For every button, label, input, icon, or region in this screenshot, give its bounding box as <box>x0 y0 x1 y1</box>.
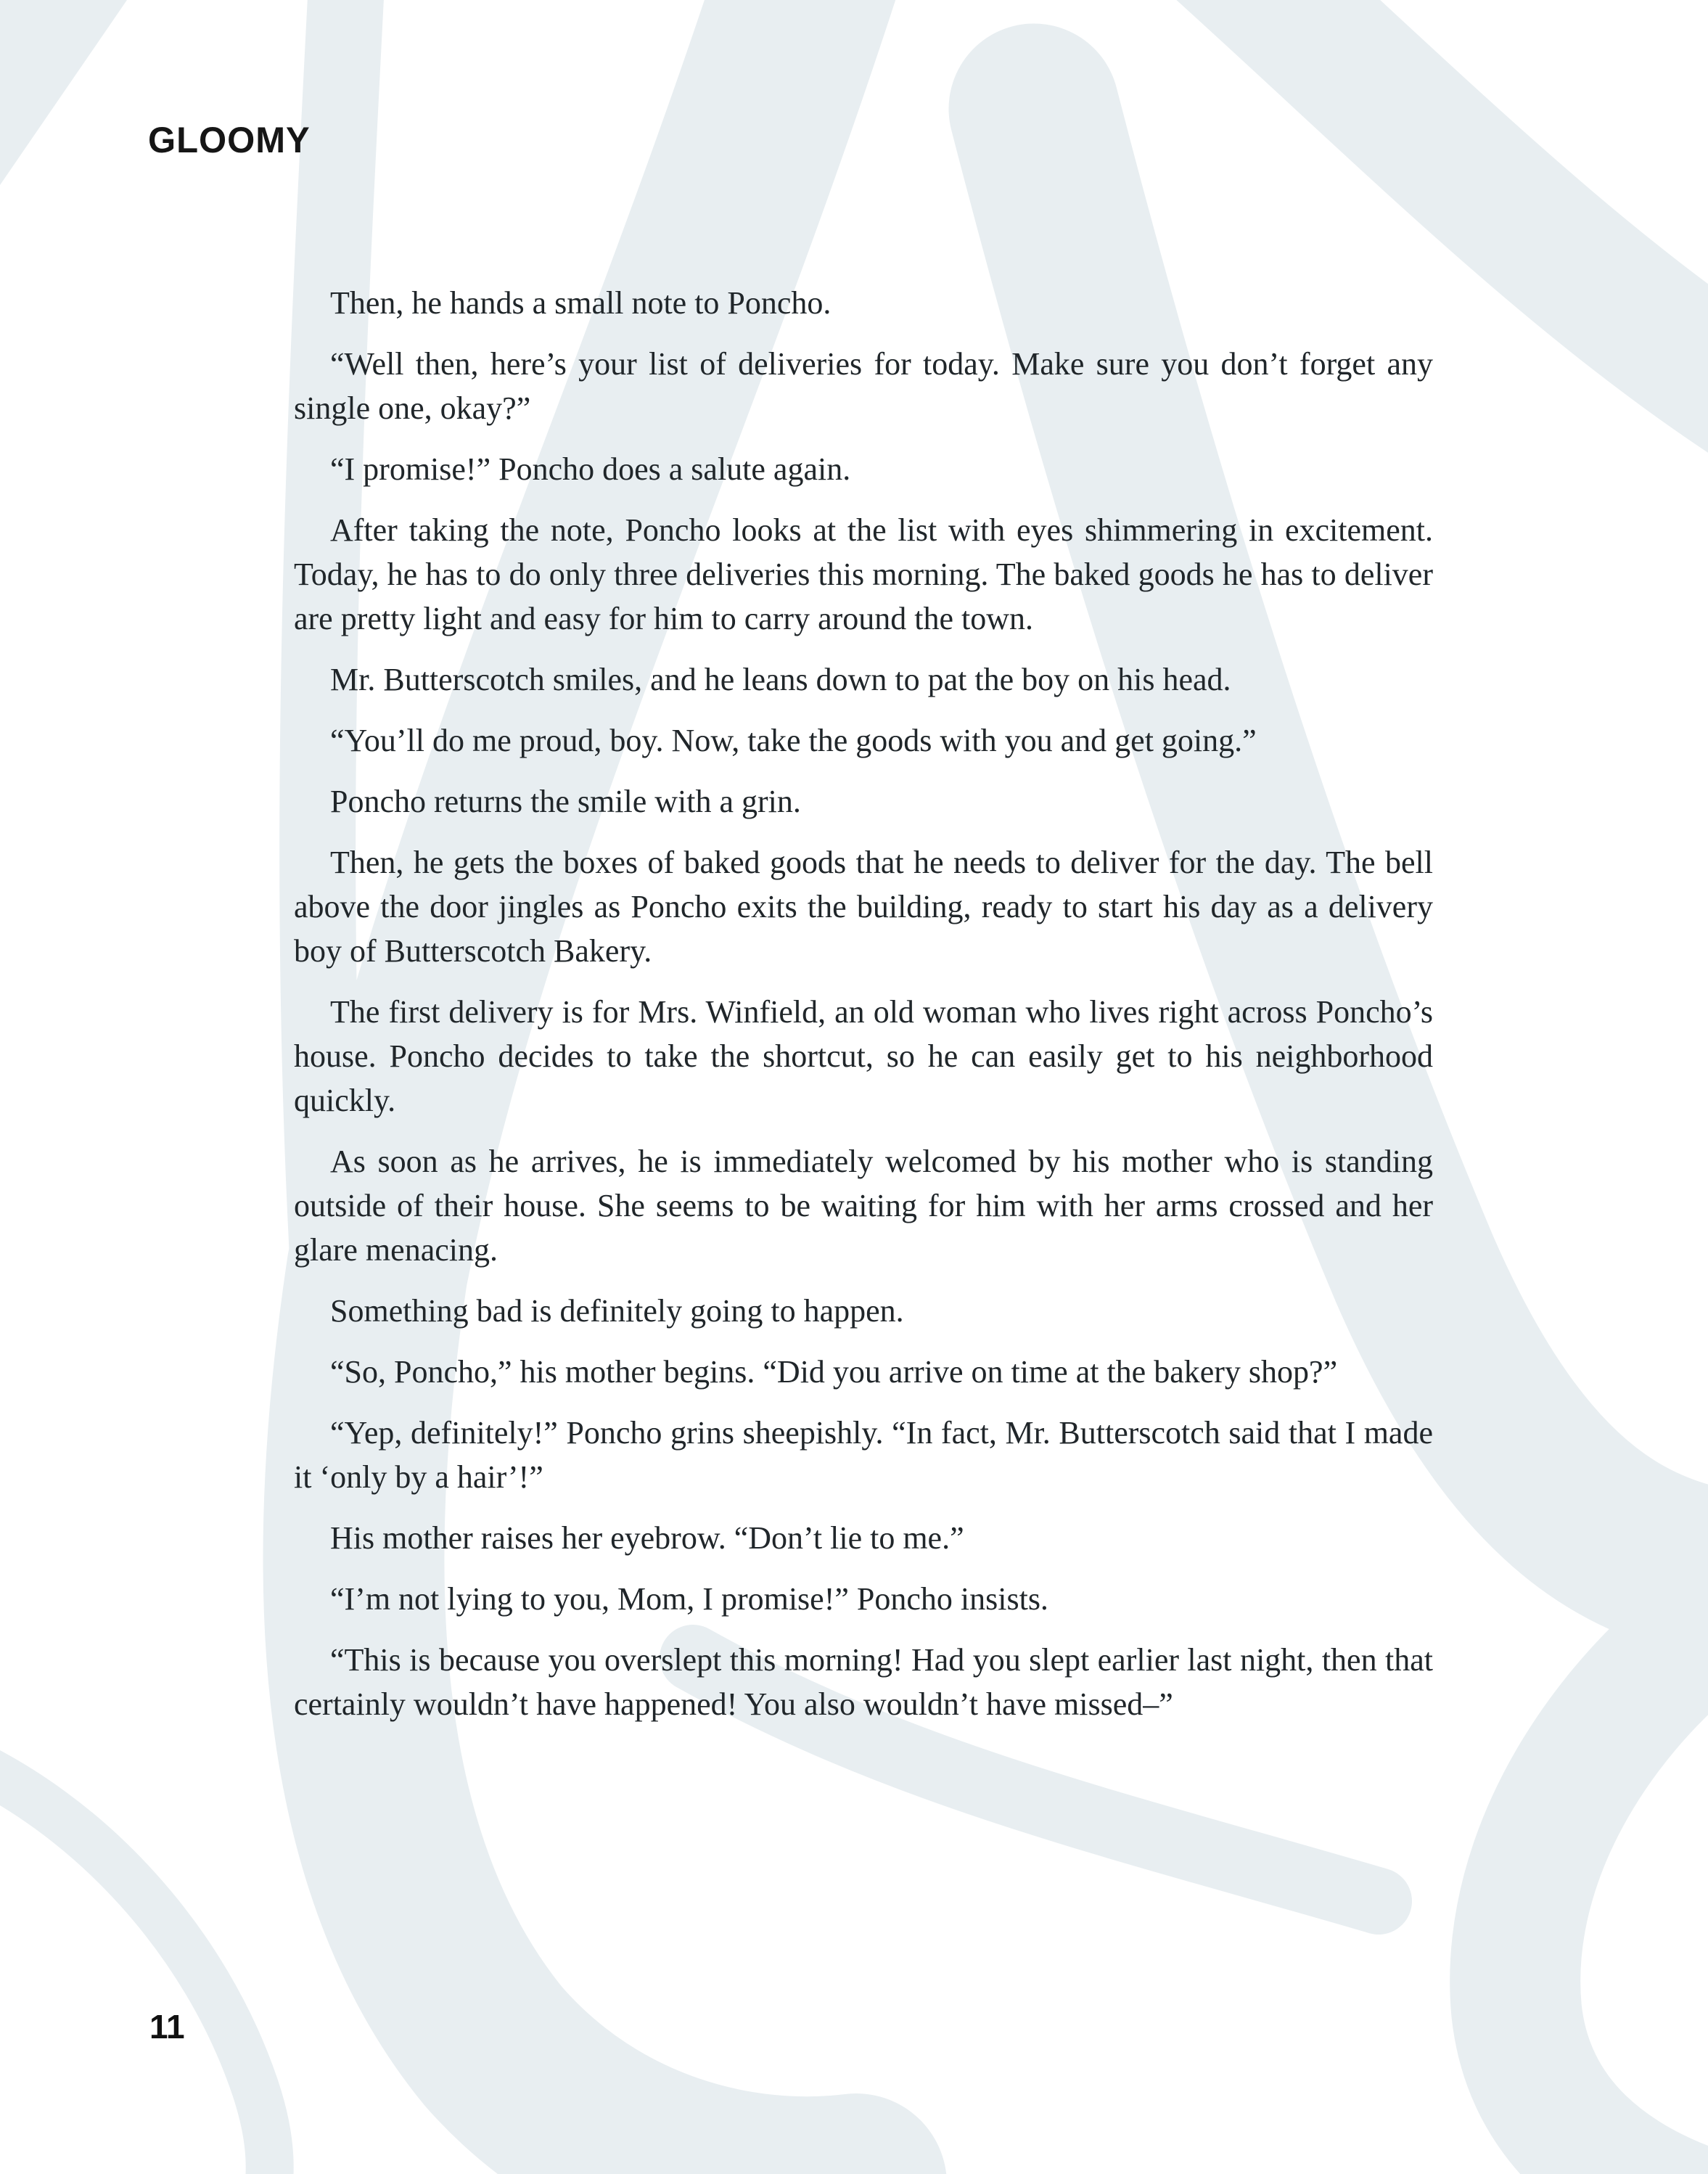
swirl-arc-bottom-left <box>0 1752 270 2174</box>
page-number: 11 <box>149 2008 185 2046</box>
swirl-corner-top-left <box>0 0 127 185</box>
story-paragraph: “Yep, definitely!” Poncho grins sheepishly. “In fact, Mr. Butterscotch said that I made it ‘only by a hair’!” <box>294 1415 1433 1495</box>
running-header: GLOOMY <box>148 120 311 160</box>
story-paragraph: After taking the note, Poncho looks at the list with eyes shimmering in excitement. Today, he has to do only three deliveries this morning. The baked goods he has to deliver are pretty light and easy for him to carry around the town. <box>294 512 1433 636</box>
swirl-band-right-crescent <box>1515 1589 1708 2174</box>
story-paragraph: Mr. Butterscotch smiles, and he leans down to pat the boy on his head. <box>330 662 1231 697</box>
story-paragraph: Poncho returns the smile with a grin. <box>330 784 801 819</box>
story-paragraph: As soon as he arrives, he is immediately welcomed by his mother who is standing outside of their house. She seems to be waiting for him with her arms crossed and her glare menacing. <box>294 1144 1433 1268</box>
story-paragraph: “Well then, here’s your list of deliveries for today. Make sure you don’t forget any single one, okay?” <box>294 346 1433 426</box>
story-paragraph: “I’m not lying to you, Mom, I promise!” Poncho insists. <box>330 1581 1048 1617</box>
story-paragraph: “This is because you overslept this morning! Had you slept earlier last night, then that certainly wouldn’t have happened! You also wouldn’t have missed–” <box>294 1642 1433 1722</box>
story-text-block <box>294 281 1433 1743</box>
story-paragraph: Something bad is definitely going to happen. <box>330 1293 904 1329</box>
story-paragraph: “So, Poncho,” his mother begins. “Did you arrive on time at the bakery shop?” <box>330 1354 1338 1390</box>
story-paragraph: Then, he gets the boxes of baked goods that he needs to deliver for the day. The bell above the door jingles as Poncho exits the building, ready to start his day as a delivery boy of Butterscotch Bakery. <box>294 845 1433 969</box>
story-paragraph: “I promise!” Poncho does a salute again. <box>330 451 851 487</box>
story-paragraph: His mother raises her eyebrow. “Don’t lie to me.” <box>330 1520 964 1556</box>
story-paragraph: “You’ll do me proud, boy. Now, take the goods with you and get going.” <box>330 723 1257 758</box>
story-paragraph: Then, he hands a small note to Poncho. <box>330 285 832 321</box>
story-paragraph: The first delivery is for Mrs. Winfield, an old woman who lives right across Poncho’s house. Poncho decides to take the shortcut, so he can easily get to his neighborhood quickly. <box>294 994 1433 1118</box>
